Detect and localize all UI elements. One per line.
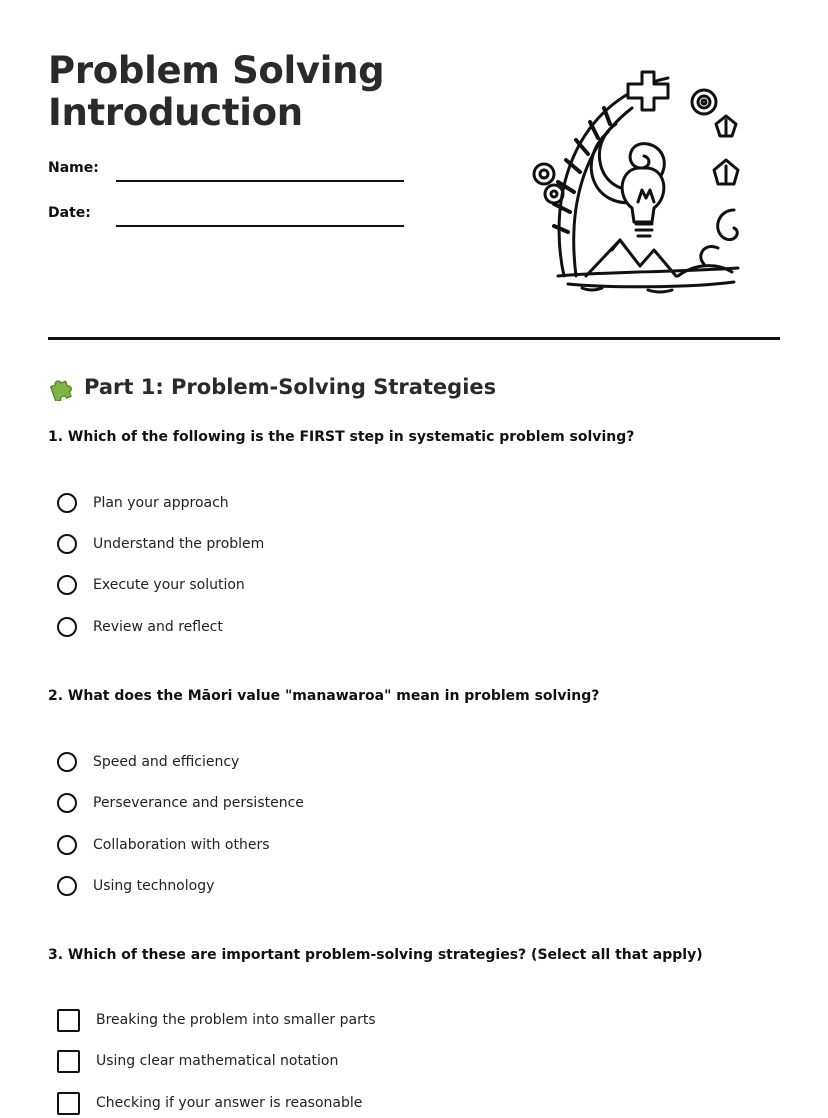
option-label: Checking if your answer is reasonable <box>96 1095 363 1111</box>
option-label: Collaboration with others <box>93 837 270 853</box>
option-label: Using technology <box>93 878 215 894</box>
q2-option-4[interactable] <box>57 873 214 899</box>
option-label: Using clear mathematical notation <box>96 1053 339 1069</box>
checkbox[interactable] <box>57 1050 80 1073</box>
page-title <box>48 50 384 134</box>
q3-option-1[interactable] <box>57 1007 376 1033</box>
radio-button[interactable] <box>57 534 77 554</box>
radio-button[interactable] <box>57 835 77 855</box>
section-title-text: Part 1: Problem-Solving Strategies <box>84 375 497 399</box>
name-label: Name: <box>48 160 99 176</box>
radio-button[interactable] <box>57 575 77 595</box>
puzzle-piece-icon <box>48 373 76 401</box>
option-label: Review and reflect <box>93 619 223 635</box>
radio-button[interactable] <box>57 752 77 772</box>
date-field[interactable] <box>116 225 404 227</box>
q1-option-1[interactable] <box>57 490 229 516</box>
checkbox[interactable] <box>57 1092 80 1115</box>
option-label: Plan your approach <box>93 495 229 511</box>
name-field[interactable] <box>116 180 404 182</box>
question-2: 2. What does the Māori value "manawaroa" mean in problem solving? <box>48 688 600 704</box>
option-label: Breaking the problem into smaller parts <box>96 1012 376 1028</box>
radio-button[interactable] <box>57 876 77 896</box>
koru-lightbulb-illustration <box>528 62 758 296</box>
q2-option-2[interactable] <box>57 790 304 816</box>
question-1: 1. Which of the following is the FIRST step in systematic problem solving? <box>48 429 635 445</box>
radio-button[interactable] <box>57 493 77 513</box>
q1-option-2[interactable] <box>57 531 264 557</box>
q3-option-2[interactable] <box>57 1048 338 1074</box>
date-label: Date: <box>48 205 91 221</box>
q1-option-3[interactable] <box>57 572 245 598</box>
q2-option-3[interactable] <box>57 832 270 858</box>
option-label: Understand the problem <box>93 536 265 552</box>
q2-option-1[interactable] <box>57 749 239 775</box>
q1-option-4[interactable] <box>57 614 223 640</box>
checkbox[interactable] <box>57 1009 80 1032</box>
title-line-1: Problem Solving <box>48 49 385 92</box>
option-label: Speed and efficiency <box>93 754 240 770</box>
question-3: 3. Which of these are important problem-solving strategies? (Select all that apply) <box>48 947 703 963</box>
section-title <box>48 373 496 401</box>
section-divider <box>48 337 780 340</box>
radio-button[interactable] <box>57 793 77 813</box>
option-label: Perseverance and persistence <box>93 795 304 811</box>
q3-option-3[interactable] <box>57 1090 362 1116</box>
option-label: Execute your solution <box>93 577 245 593</box>
title-line-2: Introduction <box>48 91 303 134</box>
radio-button[interactable] <box>57 617 77 637</box>
